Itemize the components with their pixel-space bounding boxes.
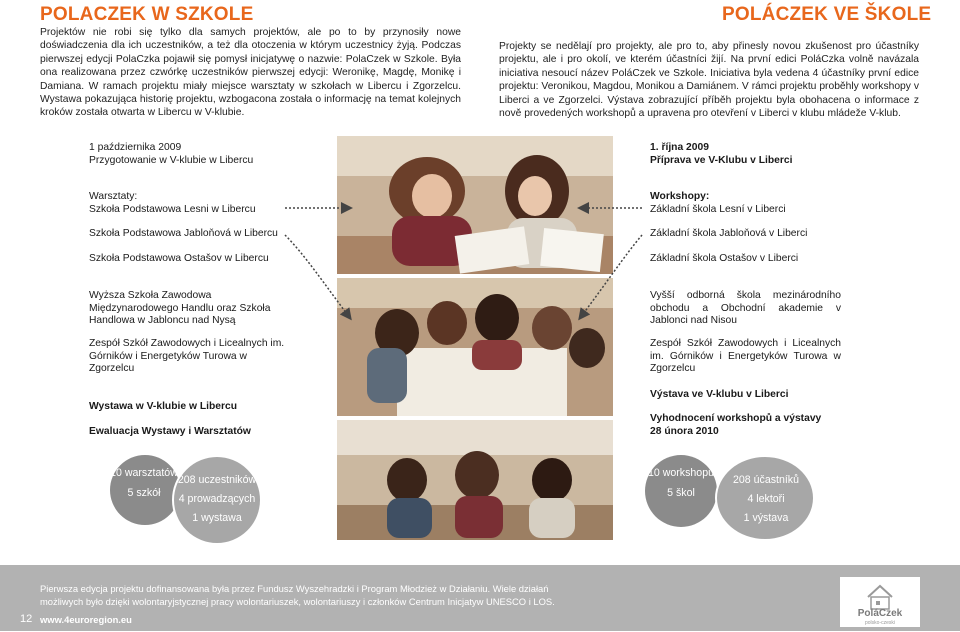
pl-workshops xyxy=(89,191,289,216)
website-link[interactable]: www.4euroregion.eu xyxy=(40,614,132,625)
cz-date: 1. října 2009 xyxy=(650,142,709,153)
pl-title: POLACZEK W SZKOLE xyxy=(40,4,254,25)
pl-school-5: Zespół Szkół Zawodowych i Licealnych im. Górników i Energetyków Turowa w Zgorzelcu xyxy=(89,338,285,375)
logo-text: PoláCzek xyxy=(857,608,903,619)
pl-exhibition: Wystawa w V-klubie w Libercu xyxy=(89,401,238,412)
cz-exhibition: Výstava ve V-klubu v Liberci xyxy=(650,389,789,400)
cz-stat-schools: 5 škol xyxy=(667,487,695,499)
cz-evaluation xyxy=(650,413,870,438)
footer-funding-text: Pierwsza edycja projektu dofinansowana była przez Fundusz Wyszehradzki i Program Młodzież w Działaniu. Wiele działań możliwych było dzięki wolontaryjstycznej pracy wolontariuszek, wolontariuszy i członków Centrum Inicjatyw UNESCO i LOS. xyxy=(40,583,555,607)
cz-workshops-heading: Workshopy: xyxy=(650,191,710,202)
cz-school-3: Základní škola Ostašov v Liberci xyxy=(650,253,799,264)
timeline-arrows xyxy=(280,195,660,335)
pl-preparation: Przygotowanie w V-klubie w Libercu xyxy=(89,154,254,166)
cz-stat-exhibition: 1 výstava xyxy=(743,512,789,524)
pl-stat-schools: 5 szkół xyxy=(127,487,161,499)
cz-evaluation-date: 28 února 2010 xyxy=(650,425,719,437)
left-arrows xyxy=(285,208,350,318)
pl-date-block xyxy=(89,142,289,167)
pl-school-1: Szkoła Podstawowa Lesni w Libercu xyxy=(89,203,256,215)
cz-date-block xyxy=(650,142,850,167)
cz-school-1: Základní škola Lesní v Liberci xyxy=(650,203,786,215)
arrow-pl-school2 xyxy=(285,235,350,318)
cz-intro: Projekty se nedělají pro projekty, ale pro to, aby přinesly novou zkušenost pro účastníky projektu, ale i pro okolí, ve kterém účastníci žijí. Na první edici PoláCzka volně navázala iniciativa nesoucí název PoláCzek ve Szkole. Iniciativa byla vedena 4 účastníky první edice projektu: Veronikou, Magdou, Monikou a Damiánem. V rámci projektu proběhly workshopy v Liberci a ve Zgorzelci. Výstava zobrazující příběh projektu byla obohacena o informace z nově provedených workshopů a upravena pro otevření v Liberci v klubu mládeže V-klub. xyxy=(499,41,919,120)
cz-title: POLÁCZEK VE ŠKOLE xyxy=(722,4,932,25)
cz-school-2: Základní škola Jabloňová v Liberci xyxy=(650,228,808,239)
pl-stat-participants: 208 uczestników xyxy=(177,474,257,486)
cz-evaluation-title: Vyhodnocení workshopů a výstavy xyxy=(650,413,822,424)
cz-school-5: Zespół Szkół Zawodowych i Licealnych im. Górników i Energetyków Turowa w Zgorzelcu xyxy=(650,338,841,375)
pl-school-2: Szkoła Podstawowa Jabloňová w Libercu xyxy=(89,228,278,239)
pl-workshops-heading: Warsztaty: xyxy=(89,191,138,202)
cz-workshops xyxy=(650,191,860,216)
cz-school-4: Vyšší odborná škola mezinárodního obchodu a Obchodní akademie v Jablonci nad Nisou xyxy=(650,290,841,327)
polaczek-logo xyxy=(840,577,920,627)
arrow-cz-school2 xyxy=(580,235,642,318)
page-number: 12 xyxy=(20,613,33,625)
pl-evaluation: Ewaluacja Wystawy i Warsztatów xyxy=(89,426,251,437)
cz-stat-participants: 208 účastníků xyxy=(733,474,799,486)
pl-school-3: Szkoła Podstawowa Ostašov w Libercu xyxy=(89,253,269,264)
cz-stat-workshops: 10 workshopů xyxy=(648,467,714,479)
cz-stat-leaders: 4 lektoři xyxy=(747,493,785,505)
logo-subtext: polsko-czeski xyxy=(864,620,895,626)
photo-classroom xyxy=(337,420,613,540)
pl-school-4: Wyższa Szkoła Zawodowa Międzynarodowego Handlu oraz Szkoła Handlowa w Jabloncu nad Nysą xyxy=(89,290,271,327)
cz-preparation: Příprava ve V-Klubu v Liberci xyxy=(650,154,793,166)
pl-stat-exhibition: 1 wystawa xyxy=(192,512,242,524)
right-arrows xyxy=(580,208,642,318)
photo-classroom-image xyxy=(337,420,613,540)
pl-intro: Projektów nie robi się tylko dla samych projektów, ale po to by przynosiły nowe doświadczenia dla ich uczestników, a też dla otoczenia w którym uczestnicy żyją. Podczas pierwszej edycji PolaCzka pojawił się pomysł inicjatywę o nazwie: PolaCzek w Szkole. Była ona realizowana przez czwórkę uczestników pierwszej edycji: Weronikę, Magdę, Monikę i Damiana. W ramach projektu miały miejsce warsztaty w szkołach w Libercu i Zgorzelcu. Wystawa pokazująca historię projektu, wzbogacona została o informację na temat kolejnych kroków została otwarta w Libercu w V-klubie. xyxy=(40,27,461,119)
pl-stat-workshops: 10 warsztatów xyxy=(110,467,178,479)
pl-stat-leaders: 4 prowadzących xyxy=(178,493,256,505)
pl-date: 1 października 2009 xyxy=(89,142,182,153)
